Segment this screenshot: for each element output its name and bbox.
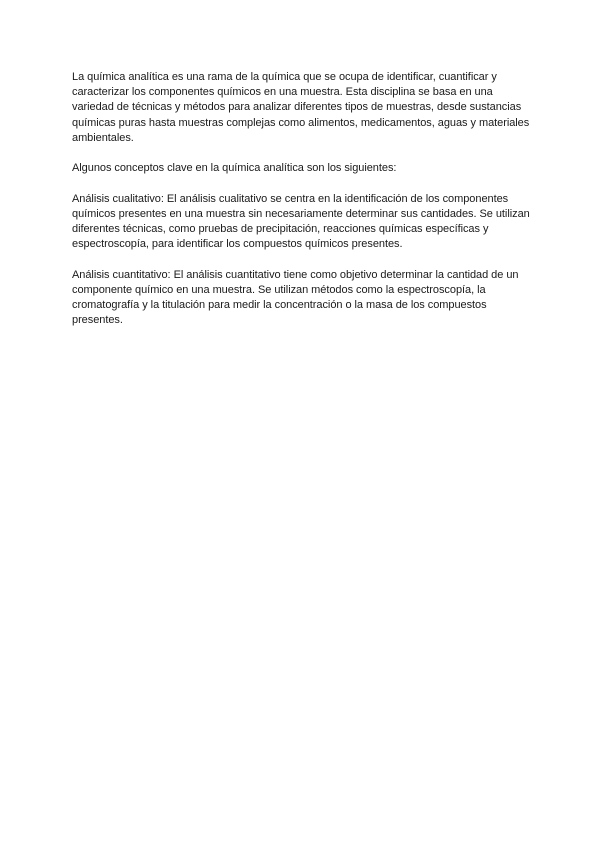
document-body: [72, 70, 532, 344]
quantitative-analysis-paragraph: Análisis cuantitativo: El análisis cuantitativo tiene como objetivo determinar la cantidad de un componente químico en una muestra. Se utilizan métodos como la espectroscopía, la cromatografía y la titulación para medir la concentración o la masa de los compuestos presentes.: [72, 268, 519, 327]
key-concepts-intro: Algunos conceptos clave en la química analítica son los siguientes:: [72, 162, 397, 175]
intro-paragraph: La química analítica es una rama de la química que se ocupa de identificar, cuantificar y caracterizar los componentes químicos en una muestra. Esta disciplina se basa en una variedad de técnicas y métodos para analizar diferentes tipos de muestras, desde sustancias químicas puras hasta muestras complejas como alimentos, medicamentos, aguas y materiales ambientales.: [72, 71, 530, 144]
qualitative-analysis-paragraph: Análisis cualitativo: El análisis cualitativo se centra en la identificación de los componentes químicos presentes en una muestra sin necesariamente determinar sus cantidades. Se utilizan diferentes técnicas, como pruebas de precipitación, reacciones químicas específicas y espectroscopía, para identificar los compuestos químicos presentes.: [72, 192, 530, 251]
